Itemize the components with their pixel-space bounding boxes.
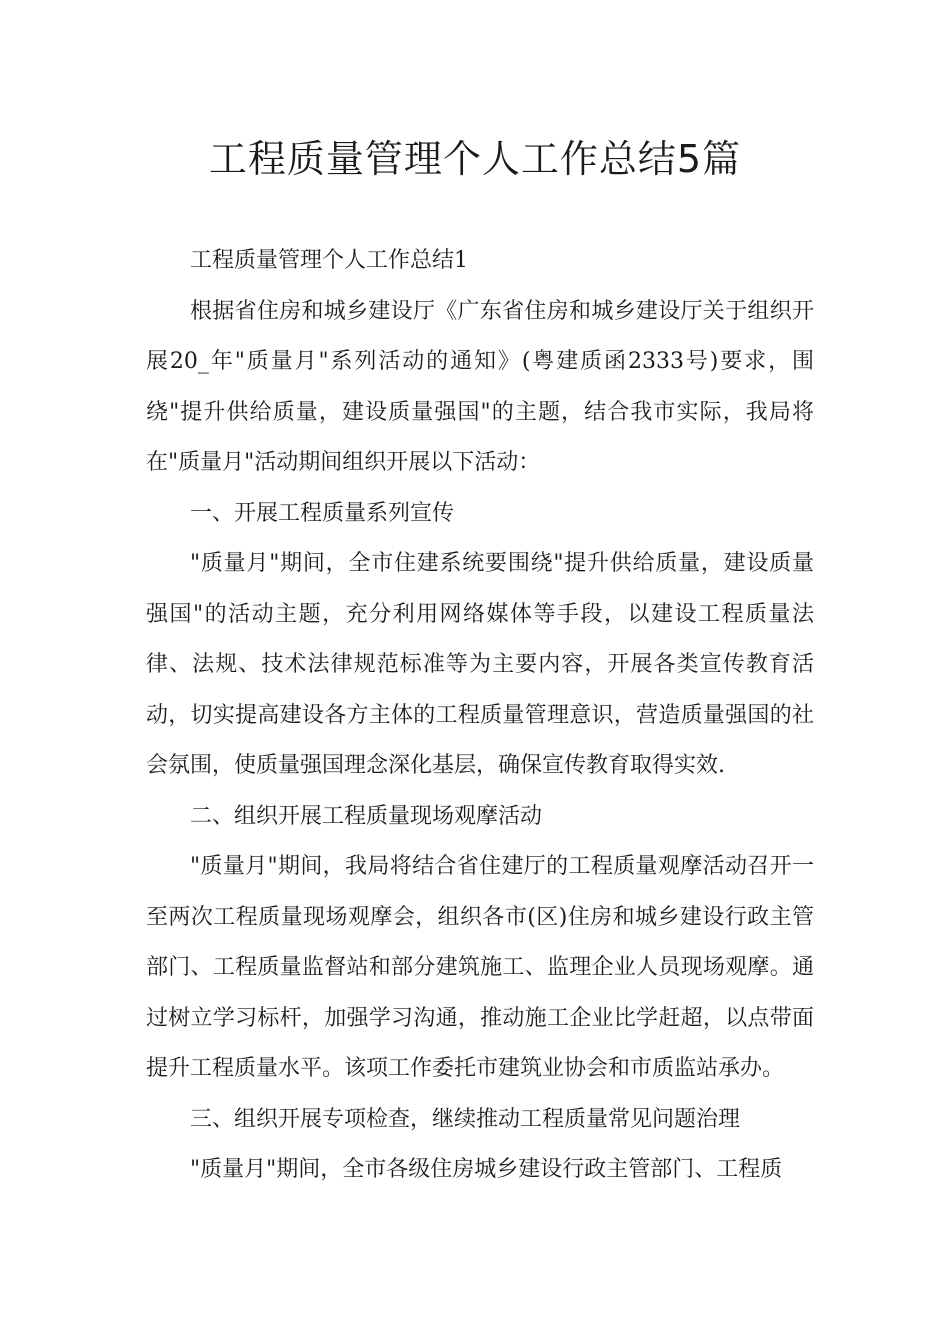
section-2-paragraph: "质量月"期间，我局将结合省住建厅的工程质量观摩活动召开一至两次工程质量现场观摩会，组织各市(区)住房和城乡建设行政主管部门、工程质量监督站和部分建筑施工、监理企业人员现场观摩。通过树立学习标杆，加强学习沟通，推动施工企业比学赶超，以点带面提升工程质量水平。该项工作委托市建筑业协会和市质监站承办。 xyxy=(146,854,814,1081)
section-3-paragraph: "质量月"期间，全市各级住房城乡建设行政主管部门、工程质 xyxy=(190,1157,783,1182)
document-body xyxy=(146,236,814,1196)
section-1-paragraph: "质量月"期间，全市住建系统要围绕"提升供给质量，建设质量强国"的活动主题，充分利用网络媒体等手段，以建设工程质量法律、法规、技术法律规范标准等为主要内容，开展各类宣传教育活动，切实提高建设各方主体的工程质量管理意识，营造质量强国的社会氛围，使质量强国理念深化基层，确保宣传教育取得实效. xyxy=(146,551,814,778)
section-heading-1: 一、开展工程质量系列宣传 xyxy=(190,500,455,526)
section-heading-3: 三、组织开展专项检查，继续推动工程质量常见问题治理 xyxy=(190,1106,741,1132)
intro-paragraph: 根据省住房和城乡建设厅《广东省住房和城乡建设厅关于组织开展20_年"质量月"系列活动的通知》(粤建质函2333号)要求，围绕"提升供给质量，建设质量强国"的主题，结合我市实际，我局将在"质量月"活动期间组织开展以下活动： xyxy=(146,298,814,475)
section-heading-2: 二、组织开展工程质量现场观摩活动 xyxy=(190,803,543,829)
section-heading-summary-1: 工程质量管理个人工作总结1 xyxy=(190,248,468,273)
document-title: 工程质量管理个人工作总结5篇 xyxy=(208,137,742,181)
